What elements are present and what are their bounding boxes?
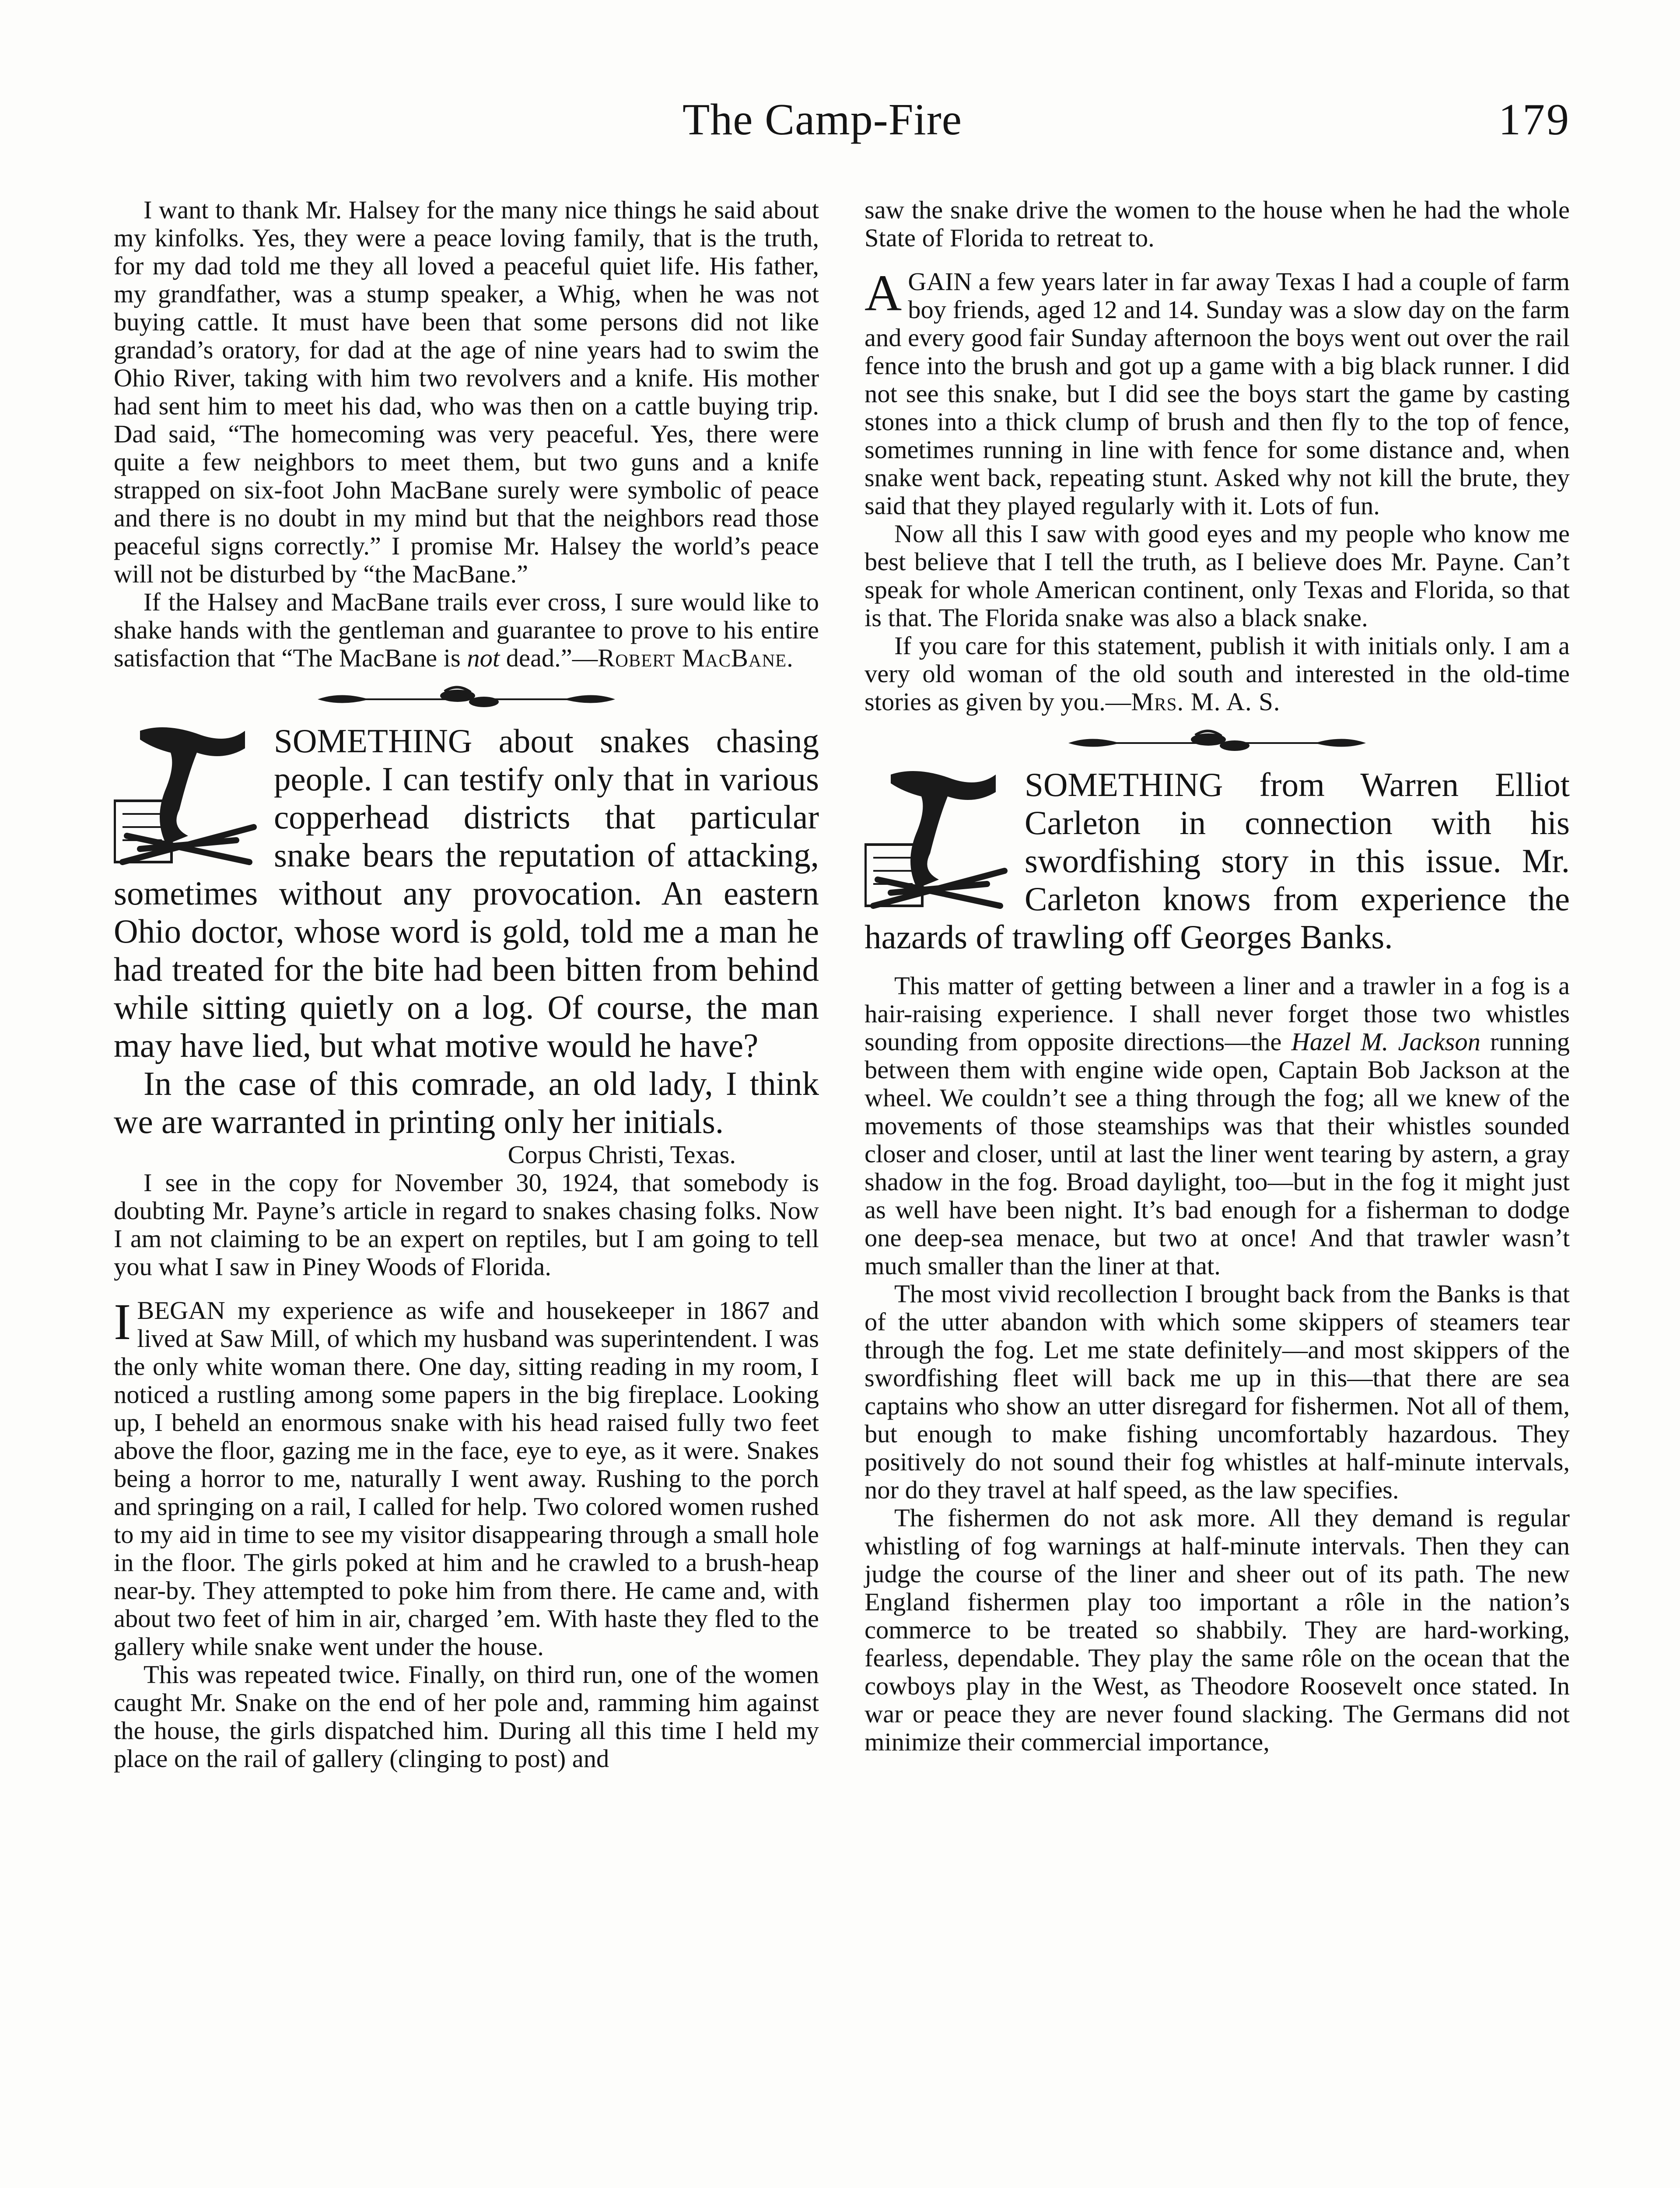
campfire-icon	[114, 722, 262, 866]
page-number: 179	[1498, 95, 1571, 144]
running-head: The Camp-Fire	[682, 95, 962, 144]
signature-robert-macbane: Robert MacBane.	[598, 644, 794, 672]
carleton-paragraph-2: The most vivid recollection I brought back from the Banks is that of the utter abandon with which some skippers of steamers tear through the fog. Let me state definitely—and most skippers of the swordfishing fleet will back me up in this—that there are sea captains who show an utter disregard for fishermen. Not all of them, but enough to make fishing uncomfortably hazardous. They positively do not sound their fog whistles at half-minute intervals, nor do they travel at half speed, as the law specifies.	[864, 1280, 1570, 1504]
signature-mrs-mas: Mrs. M. A. S.	[1131, 687, 1281, 716]
snakes-intro: SOMETHING about snakes chasing people. I can testify only that in various copperhead districts that particular snake bears the reputation of attacking, sometimes without any provocation. An eastern Ohio doctor, whose word is gold, told me a man he had treated for the bite had been bitten from behind while sitting quietly on a log. Of course, the man may have lied, but what motive would he have?	[114, 722, 819, 1064]
drop-cap: A	[864, 264, 902, 322]
florida-letter-paragraph-3: This was repeated twice. Finally, on third run, one of the women caught Mr. Snake on the end of her pole and, ramming him against the house, the girls dispatched him. During all this time I held my place on the rail of gallery (clinging to post) and	[114, 1660, 819, 1773]
dateline-place: Corpus Christi, Texas.	[508, 1140, 736, 1169]
publish-paragraph: If you care for this statement, publish it with initials only. I am a very old woman of the old south and interested in the old-time stories as given by you.—Mrs. M. A. S.	[864, 631, 1570, 716]
snakes-editor-note: In the case of this comrade, an old lady, I think we are warranted in printing only her initials.	[114, 1065, 819, 1140]
carleton-paragraph-3: The fishermen do not ask more. All they demand is regular whistling of fog warnings at half-minute intervals. Then they can judge the course of the liner and sheer out of its path. The new England fishermen play too important a rôle in the nation’s commerce to be treated so shabbily. They are hard-working, fearless, dependable. They play the same rôle on the ocean that the cowboys play in the West, as Theodore Roosevelt once stated. In war or peace they are never found slacking. The Germans did not minimize their commercial importance,	[864, 1504, 1570, 1756]
macbane-letter-paragraph-2: If the Halsey and MacBane trails ever cross, I sure would like to shake hands with the gentleman and guarantee to prove to his entire satisfaction that “The MacBane is not dead.”—Robert MacBane.	[114, 588, 819, 672]
macbane-letter-paragraph-1: I want to thank Mr. Halsey for the many nice things he said about my kinfolks. Yes, they were a peace loving family, that is the truth, for my dad told me they all loved a peaceful quiet life. His father, my grandfather, was a stump speaker, a Whig, when he was not buying cattle. It must have been that some persons did not like grandad’s oratory, for dad at the age of nine years had to swim the Ohio River, taking with him two revolvers and a knife. His mother had sent him to meet his dad, who was then on a cattle buying trip. Dad said, “The homecoming was very peaceful. Yes, there were quite a few neighbors to meet them, but two guns and a knife strapped on six-foot John MacBane surely were symbolic of peace and there is no doubt in my mind but that the neighbors read those peaceful signs correctly.” I promise Mr. Halsey the world’s peace will not be disturbed by “the MacBane.”	[114, 196, 819, 588]
florida-letter-paragraph-1: I see in the copy for November 30, 1924, that somebody is doubting Mr. Payne’s article in regard to snakes chasing folks. Now I am not claiming to be an expert on reptiles, but I am going to tell you what I saw in Piney Woods of Florida.	[114, 1168, 819, 1281]
ornament-rule-icon	[1064, 726, 1370, 757]
section-swordfishing	[864, 766, 1570, 956]
left-column	[114, 196, 819, 1773]
swordfishing-intro: SOMETHING from Warren Elliot Carleton in connection with his swordfishing story in this issue. Mr. Carleton knows from experience the hazards of trawling off Georges Banks.	[864, 766, 1570, 956]
truth-paragraph: Now all this I saw with good eyes and my people who know me best believe that I tell the truth, as I believe does Mr. Payne. Can’t speak for whole American continent, only Texas and Florida, so that is that. The Florida snake was also a black snake.	[864, 519, 1570, 632]
campfire-icon	[864, 766, 1013, 910]
florida-letter-paragraph-2: IBEGAN my experience as wife and housekeeper in 1867 and lived at Saw Mill, of which my husband was superintendent. I was the only white woman there. One day, sitting reading in my room, I noticed a rustling among some papers in the big fireplace. Looking up, I beheld an enormous snake with his head raised fully two feet above the floor, gazing me in the face, eye to eye, as it were. Snakes being a horror to me, naturally I went away. Rushing to the porch and springing on a rail, I called for help. Two colored women rushed to my aid in time to see my visitor disappearing through a small hole in the floor. The girls poked at him and he crawled to a brush-heap near-by. They attempted to poke him from there. He came and, with about two feet of him in air, charged ’em. With haste they fled to the gallery while snake went under the house.	[114, 1293, 819, 1661]
page-header	[0, 94, 1680, 160]
ornament-rule-icon	[313, 683, 620, 713]
texas-paragraph: AGAIN a few years later in far away Texas I had a couple of farm boy friends, aged 12 and 14. Sunday was a slow day on the farm and every good fair Sunday afternoon the boys went out over the rail fence into the brush and got up a game with a big black runner. I did not see this snake, but I did see the boys start the game by casting stones into a thick clump of brush and then fly to the top of fence, sometimes running in line with fence for some distance and, when snake went back, repeating stunt. Asked why not kill the brute, they said that they played regularly with it. Lots of fun.	[864, 264, 1570, 520]
right-column	[864, 196, 1570, 1756]
carleton-paragraph-1: This matter of getting between a liner and a trawler in a fog is a hair-raising experience. I shall never forget those two whistles sounding from opposite directions—the Hazel M. Jackson running between them with engine wide open, Captain Bob Jackson at the wheel. We couldn’t see a thing through the fog; all we knew of the movements of those steamships was that their whistles sounded closer and closer, until at last the liner went tearing by astern, a gray shadow in the fog. Broad daylight, too—but in the fog it might just as well have been night. It’s bad enough for a fisherman to dodge one deep-sea menace, but two at once! And that trawler wasn’t much smaller than the liner at that.	[864, 971, 1570, 1280]
drop-cap: I	[114, 1293, 131, 1350]
florida-letter-continued: saw the snake drive the women to the house when he had the whole State of Florida to retreat to.	[864, 196, 1570, 252]
section-snakes	[114, 722, 819, 1065]
